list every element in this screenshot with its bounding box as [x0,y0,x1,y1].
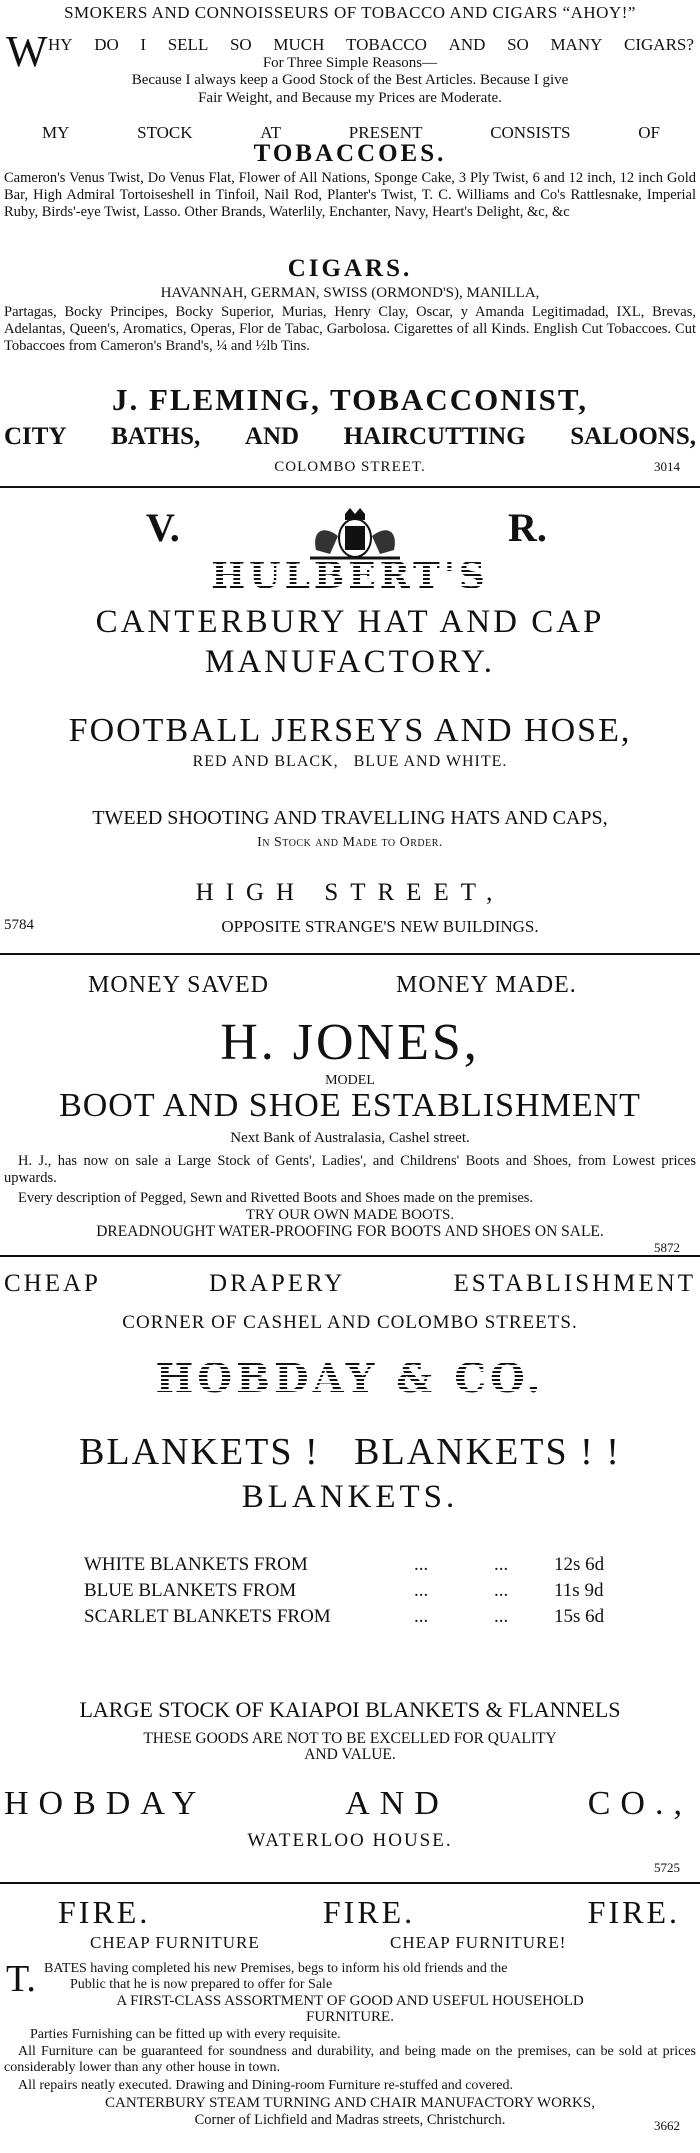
price-dots: ... [414,1554,429,1575]
bates-line-2: Public that he is now prepared to offer for Sale [70,1977,333,1992]
price-dots: ... [494,1580,509,1601]
bates-corner: Corner of Lichfield and Madras streets, Christchurch. [194,2112,506,2128]
city-word: BATHS, [111,423,201,450]
price-dots: ... [494,1606,509,1627]
football-colours: RED AND BLACK, BLUE AND WHITE. [192,753,508,770]
opposite-strange: OPPOSITE STRANGE'S NEW BUILDINGS. [221,917,539,936]
jones-model: MODEL [325,1073,375,1088]
bates-works: CANTERBURY STEAM TURNING AND CHAIR MANUFACTORY WORKS, [105,2095,595,2111]
fleming-drop-cap: W [6,27,48,76]
money-saved: MONEY SAVED [88,972,270,998]
hobday-ref-number: 5725 [654,1860,680,1875]
fleming-lead-line [48,36,694,53]
price-dots: ... [414,1580,429,1601]
fleming-advertisement [0,0,700,485]
stock-word: OF [638,123,660,142]
price-dots: ... [414,1606,429,1627]
city-word: HAIRCUTTING [343,423,526,450]
lead-word: HY [48,35,73,54]
goods-line-2: AND VALUE. [304,1746,396,1763]
fleming-cigars-types: HAVANNAH, GERMAN, SWISS (ORMOND'S), MANILLA, [160,285,540,301]
cheap-drapery-line [4,1271,696,1296]
hobday-name-line [4,1787,692,1821]
bates-guaranteed: All Furniture can be guaranteed for soundness and durability, and being made on the premises, can be sold at prices considerably lower than any other house in town. [4,2044,696,2075]
bates-ref-number: 3662 [654,2118,680,2133]
fleming-street: COLOMBO STREET. [274,459,426,475]
stock-word: PRESENT [348,123,423,142]
bates-assortment: A FIRST-CLASS ASSORTMENT OF GOOD AND USEFUL HOUSEHOLD [116,1993,584,2009]
football-heading: FOOTBALL JERSEYS AND HOSE, [68,712,632,749]
fleming-stock-line [42,124,660,141]
blankets-big: BLANKETS ! BLANKETS ! ! [79,1431,621,1473]
hobday-name-word: AND [345,1785,449,1822]
jones-address: Next Bank of Australasia, Cashel street. [230,1130,470,1146]
cheap-word: DRAPERY [209,1270,346,1297]
lead-word: DO [94,35,119,54]
price-item: SCARLET BLANKETS FROM [84,1606,331,1627]
cheap-furniture-1: CHEAP FURNITURE [90,1933,260,1952]
lead-word: TOBACCO [346,35,427,54]
large-stock: LARGE STOCK OF KAIAPOI BLANKETS & FLANNELS [79,1697,621,1722]
price-value: 12s 6d [554,1554,605,1575]
hobday-name-word: HOBDAY [4,1785,207,1822]
cheap-furniture-2: CHEAP FURNITURE! [390,1933,567,1952]
money-made: MONEY MADE. [396,972,577,998]
hobday-advertisement [0,1257,700,1897]
jones-name: H. JONES, [220,1014,480,1071]
fleming-name: J. FLEMING, TOBACCONIST, [111,382,589,417]
waterloo-house: WATERLOO HOUSE. [247,1830,453,1851]
stock-word: CONSISTS [490,123,571,142]
hobday-name-word: CO., [587,1785,692,1822]
stock-word: STOCK [137,123,193,142]
jones-text-2: Every description of Pegged, Sewn and Rivetted Boots and Shoes made on the premises. [18,1190,534,1206]
fleming-because-1: Because I always keep a Good Stock of the Best Articles. Because I give [131,72,569,88]
lead-word: SELL [167,35,209,54]
goods-line-1: THESE GOODS ARE NOT TO BE EXCELLED FOR QUALITY [143,1730,557,1747]
lead-word: I [140,35,147,54]
lead-word: SO [229,35,252,54]
stock-word: MY [42,123,70,142]
price-dots: ... [494,1554,509,1575]
hobday-corner: CORNER OF CASHEL AND COLOMBO STREETS. [122,1312,578,1333]
price-item: BLUE BLANKETS FROM [84,1580,297,1601]
hulberts-brand: HULBERT'S [0,558,700,594]
lead-word: MUCH [273,35,325,54]
tweed-heading: TWEED SHOOTING AND TRAVELLING HATS AND CAPS, [92,807,608,829]
city-word: AND [244,423,300,450]
bates-repairs: All repairs neatly executed. Drawing and Dining-room Furniture re-stuffed and covered. [18,2078,514,2093]
bates-drop-cap: T. [6,1958,36,2000]
fleming-city-line [4,424,696,449]
blankets-sub: BLANKETS. [241,1479,459,1515]
fleming-tobaccoes-heading: TOBACCOES. [253,140,447,167]
fire-word: FIRE. [322,1894,416,1930]
jones-advertisement [0,955,700,1280]
fire-word: FIRE. [58,1894,151,1930]
bates-parties: Parties Furnishing can be fitted up with every requisite. [30,2027,341,2042]
high-street: HIGH STREET, [195,879,505,906]
fleming-cigars-text: Partagas, Bocky Principes, Bocky Superior, Murias, Henry Clay, Oscar, y Amanda Legitimadad, IXL, Brevas, Adelantas, Queen's, Aromatics, Operas, Flor de Tabac, Garbolosa. Cigarettes of all Kinds. English Cut Tobaccoes. Cut Tobaccoes from Cameron's Brand's, ¼ and ½lb Tins. [4,304,696,354]
city-word: CITY [4,423,67,450]
cheap-word: CHEAP [4,1270,101,1297]
stock-made: In Stock and Made to Order. [257,835,443,850]
fleming-reasons: For Three Simple Reasons— [262,55,438,71]
hobday-brand: HOBDAY & CO. [0,1359,700,1399]
bates-line-1: BATES having completed his new Premises, begs to inform his old friends and the [44,1961,508,1976]
jones-try: TRY OUR OWN MADE BOOTS. [245,1207,455,1223]
cheap-word: ESTABLISHMENT [453,1270,696,1297]
hulberts-line-2: MANUFACTORY. [205,644,495,680]
jones-dreadnought: DREADNOUGHT WATER-PROOFING FOR BOOTS AND SHOES ON SALE. [96,1223,604,1240]
fleming-tobaccoes-text: Cameron's Venus Twist, Do Venus Flat, Flower of All Nations, Sponge Cake, 3 Ply Twist, 6 and 12 inch, 12 inch Gold Bar, High Admiral Tortoiseshell in Tinfoil, Nail Rod, Planter's Twist, T. C. Williams and Co's Rattlesnake, Imperial Ruby, Birds'-eye Twist, Lasso. Other Brands, Waterlily, Enchanter, Navy, Heart's Delight, &c, &c [4,170,696,220]
lead-word: CIGARS? [624,35,694,54]
fleming-because-2: Fair Weight, and Because my Prices are Moderate. [198,90,502,106]
v-letter: V. [146,505,180,550]
lead-word: SO [507,35,529,54]
r-letter: R. [508,505,547,550]
city-word: SALOONS, [570,423,696,450]
hulberts-line-1: CANTERBURY HAT AND CAP [95,604,605,640]
stock-word: AT [260,123,282,142]
lead-word: MANY [550,35,603,54]
hulberts-ref-number: 5784 [4,917,34,933]
bates-advertisement [0,1884,700,2153]
price-item: WHITE BLANKETS FROM [84,1554,308,1575]
fleming-ref-number: 3014 [654,459,680,474]
jones-text-1: H. J., has now on sale a Large Stock of Gents', Ladies', and Childrens' Boots and Shoes, from Lowest prices upwards. [4,1153,696,1186]
jones-establishment: BOOT AND SHOE ESTABLISHMENT [59,1087,641,1124]
fleming-header: SMOKERS AND CONNOISSEURS OF TOBACCO AND CIGARS “AHOY!” [64,3,636,22]
price-value: 11s 9d [554,1580,604,1601]
bates-furniture: FURNITURE. [306,2009,394,2025]
lead-word: AND [448,35,486,54]
jones-ref-number: 5872 [654,1240,680,1255]
price-value: 15s 6d [554,1606,605,1627]
fire-line [58,1896,680,1928]
royal-coat-of-arms-icon [300,506,410,562]
fire-word: FIRE. [587,1894,680,1930]
fleming-cigars-heading: CIGARS. [287,255,413,282]
